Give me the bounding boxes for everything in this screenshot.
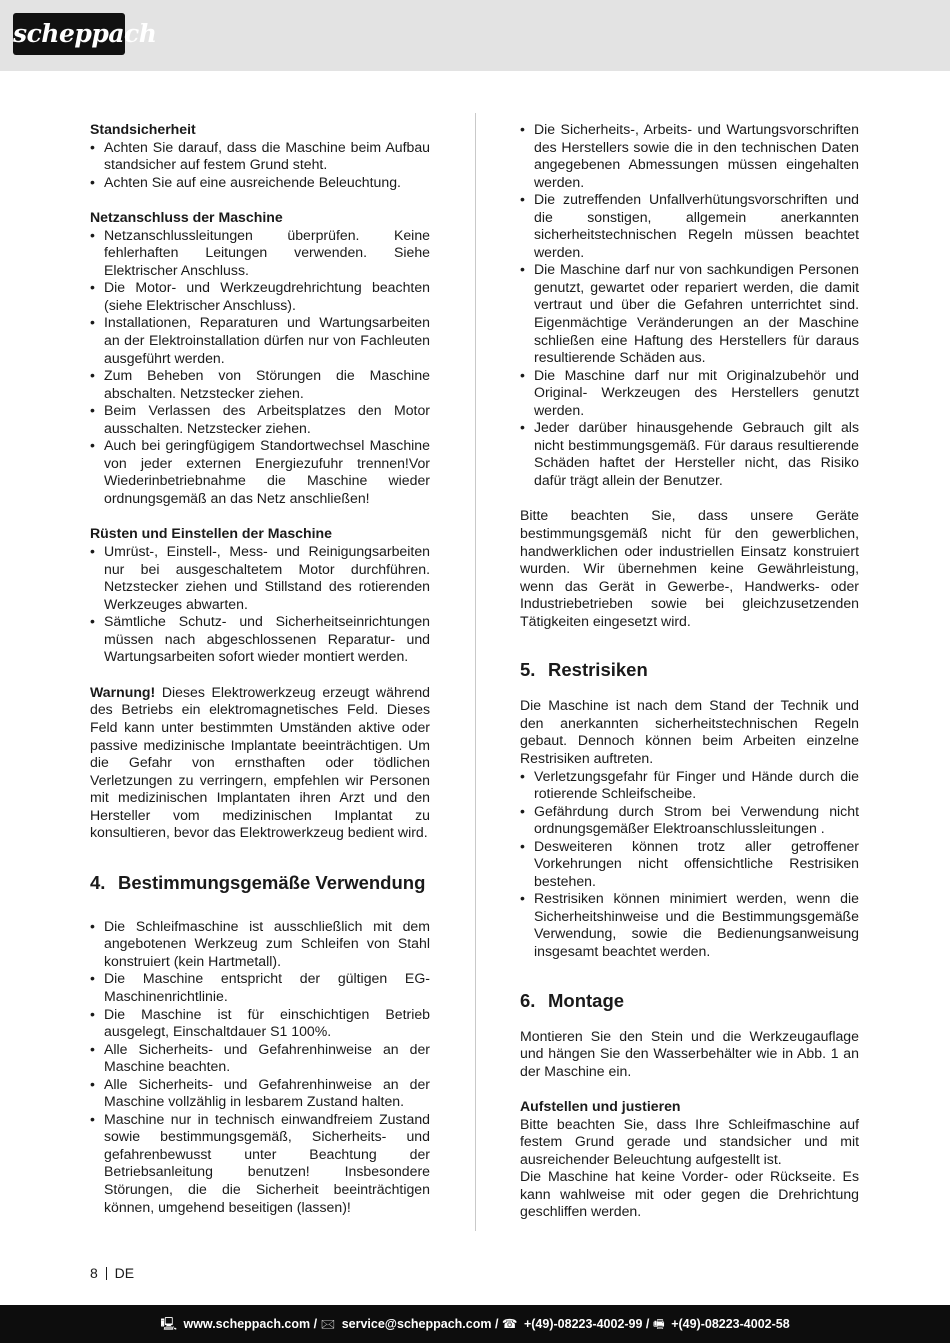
right-column [520, 121, 859, 1221]
list-item: • Beim Verlassen des Arbeitsplatzes den Motor ausschalten. Netzstecker ziehen. [90, 402, 430, 437]
list-item: • Zum Beheben von Störungen die Maschine abschalten. Netzstecker ziehen. [90, 367, 430, 402]
section-6-intro: Montieren Sie den Stein und die Werkzeugauflage und hängen Sie den Wasserbehälter wie in Abb. 1 an der Maschine ein. [520, 1027, 859, 1079]
section-title: Montage [548, 989, 625, 1011]
section-number: 6. [520, 989, 536, 1011]
heading-ruesten: Rüsten und Einstellen der Maschine [90, 525, 332, 542]
phone-icon: ☎ [501, 1317, 518, 1331]
section-4-heading [90, 873, 430, 892]
list-ruesten [90, 543, 430, 666]
section-number: 4. [90, 871, 106, 893]
list-item: • Gefährdung durch Strom bei Verwendung nicht ordnungsgemäßer Elektroanschlussleitungen . [520, 803, 859, 838]
contact-footer [0, 1305, 950, 1343]
column-divider [475, 113, 476, 1231]
mail-icon: 🖂 [320, 1317, 336, 1331]
notice-paragraph: Bitte beachten Sie, dass unsere Geräte bestimmungsgemäß nicht für den gewerblichen, handwerklichen oder industriellen Einsatz konstruiert wurden. Wir übernehmen keine Gewährleistung, wenn das Gerät in Gewerbe-, Handwerks- oder Industriebetrieben sowie bei gleichzusetzenden Tätigkeiten eingesetzt wird. [520, 507, 859, 629]
list-item: • Die zutreffenden Unfallverhütungsvorschriften und die sonstigen, allgemein anerkannten sicherheitstechnischen Regeln müssen beachtet werden. [520, 191, 859, 261]
aufstellen-paragraph-1: Bitte beachten Sie, dass Ihre Schleifmaschine auf festem Grund gerade und standsicher und mit ausreichender Beleuchtung aufgestellt ist. [520, 1115, 859, 1167]
list-item: • Alle Sicherheits- und Gefahrenhinweise an der Maschine vollzählig in lesbarem Zustand halten. [90, 1076, 430, 1111]
heading-standsicherheit: Standsicherheit [90, 121, 196, 137]
warning-label: Warnung! [90, 683, 156, 700]
section-title: Restrisiken [548, 659, 648, 681]
list-standsicherheit [90, 139, 430, 192]
list-item: • Die Maschine darf nur von sachkundigen Personen genutzt, gewartet oder repariert werden, die damit vertraut und über die Gefahren unterrichtet sind. Eigenmächtige Veränderungen an der Maschine schließen eine Haftung des Herstellers für daraus resultierende Schäden aus. [520, 261, 859, 366]
aufstellen-paragraph-2: Die Maschine hat keine Vorder- oder Rückseite. Es kann wahlweise mit oder gegen die Drehrichtung geschliffen werden. [520, 1168, 859, 1220]
heading-aufstellen: Aufstellen und justieren [520, 1098, 681, 1115]
language-code: DE [114, 1265, 135, 1281]
list-item: • Achten Sie auf eine ausreichende Beleuchtung. [90, 174, 430, 192]
list-item: • Alle Sicherheits- und Gefahrenhinweise an der Maschine beachten. [90, 1041, 430, 1076]
list-item: • Jeder darüber hinausgehende Gebrauch gilt als nicht bestimmungsgemäß. Für daraus resultierende Schäden haftet der Hersteller nicht, das Risiko dafür trägt allein der Benutzer. [520, 419, 859, 489]
list-item: • Restrisiken können minimiert werden, wenn die Sicherheitshinweise und die Bestimmungsgemäße Verwendung, sowie die Bedienungsanweisung insgesamt beachtet werden. [520, 890, 859, 960]
page-header [0, 0, 950, 71]
list-restrisiken [520, 768, 859, 961]
list-item: • Die Sicherheits-, Arbeits- und Wartungsvorschriften des Herstellers sowie die in den technischen Daten angegebenen Abmessungen müssen eingehalten werden. [520, 121, 859, 191]
list-item: • Die Maschine darf nur mit Originalzubehör und Original- Werkzeugen des Herstellers genutzt werden. [520, 367, 859, 420]
section-5-intro: Die Maschine ist nach dem Stand der Technik und den anerkannten sicherheitstechnischen Regeln gebaut. Dennoch können beim Arbeiten einzelne Restrisiken auftreten. [520, 697, 859, 766]
fax-icon: 🖷 [652, 1317, 665, 1331]
computer-icon: 🖳 [160, 1317, 177, 1331]
list-item: • Die Maschine ist für einschichtigen Betrieb ausgelegt, Einschaltdauer S1 100%. [90, 1006, 430, 1041]
section-number: 5. [520, 659, 536, 681]
email-link[interactable]: service@scheppach.com / [341, 1317, 499, 1331]
phone-number: +(49)-08223-4002-99 / [523, 1317, 650, 1331]
list-item: • Maschine nur in technisch einwandfreiem Zustand sowie bestimmungsgemäß, Sicherheits- und gefahrenbewusst unter Beachtung der Betriebsanleitung benutzen! Insbesondere Störungen, die die Sicherheit beeinträchtigen können, umgehend beseitigen (lassen)! [90, 1111, 430, 1216]
list-usage-rules [520, 121, 859, 489]
list-item: • Netzanschlussleitungen überprüfen. Keine fehlerhaften Leitungen verwenden. Siehe Elektrischer Anschluss. [90, 227, 430, 280]
section-title: Bestimmungsgemäße Verwendung [118, 871, 426, 893]
section-5-heading [520, 660, 859, 679]
list-item: • Die Motor- und Werkzeugdrehrichtung beachten (siehe Elektrischer Anschluss). [90, 279, 430, 314]
list-bestimmungsgemaess [90, 918, 430, 1216]
warning-paragraph [90, 684, 430, 842]
list-item: • Achten Sie darauf, dass die Maschine beim Aufbau standsicher auf festem Grund steht. [90, 139, 430, 174]
separator [106, 1267, 107, 1280]
list-item: • Umrüst-, Einstell-, Mess- und Reinigungsarbeiten nur bei ausgeschaltetem Motor durchführen. Netzstecker ziehen und Stillstand des rotierenden Werkzeuges abwarten. [90, 543, 430, 613]
scheppach-logo: scheppach [13, 13, 125, 55]
list-netzanschluss [90, 227, 430, 508]
list-item: • Die Maschine entspricht der gültigen EG-Maschinenrichtlinie. [90, 970, 430, 1005]
fax-number: +(49)-08223-4002-58 [671, 1317, 790, 1331]
list-item: • Sämtliche Schutz- und Sicherheitseinrichtungen müssen nach abgeschlossenen Reparatur- und Wartungsarbeiten sofort wieder montiert werden. [90, 613, 430, 666]
heading-netzanschluss: Netzanschluss der Maschine [90, 209, 283, 226]
website-link[interactable]: www.scheppach.com / [183, 1317, 318, 1331]
page-number [90, 1264, 134, 1282]
left-column [90, 121, 430, 1216]
warning-text: Dieses Elektrowerkzeug erzeugt während des Betriebs ein elektromagnetisches Feld. Dieses Feld kann unter bestimmten Umständen aktive oder passive medizinische Implantate beeinträchtigen. Um die Gefahr von ernsthaften oder tödlichen Verletzungen zu verringern, empfehlen wir Personen mit medizinischen Implantaten ihren Arzt und den Hersteller vom medizinischen Implantat zu konsultieren, bevor das Elektrowerkzeug bedient wird. [90, 683, 430, 841]
list-item: • Desweiteren können trotz aller getroffener Vorkehrungen nicht offensichtliche Restrisiken bestehen. [520, 838, 859, 891]
page-number-value: 8 [90, 1265, 98, 1281]
section-6-heading [520, 991, 859, 1010]
list-item: • Die Schleifmaschine ist ausschließlich mit dem angebotenen Werkzeug zum Schleifen von Stahl konstruiert (kein Hartmetall). [90, 918, 430, 971]
list-item: • Verletzungsgefahr für Finger und Hände durch die rotierende Schleifscheibe. [520, 768, 859, 803]
list-item: • Auch bei geringfügigem Standortwechsel Maschine von jeder externen Energiezufuhr trennen!Vor Wiederinbetriebnahme die Maschine wieder ordnungsgemäß an das Netz anschließen! [90, 437, 430, 507]
list-item: • Installationen, Reparaturen und Wartungsarbeiten an der Elektroinstallation dürfen nur von Fachleuten ausgeführt werden. [90, 314, 430, 367]
